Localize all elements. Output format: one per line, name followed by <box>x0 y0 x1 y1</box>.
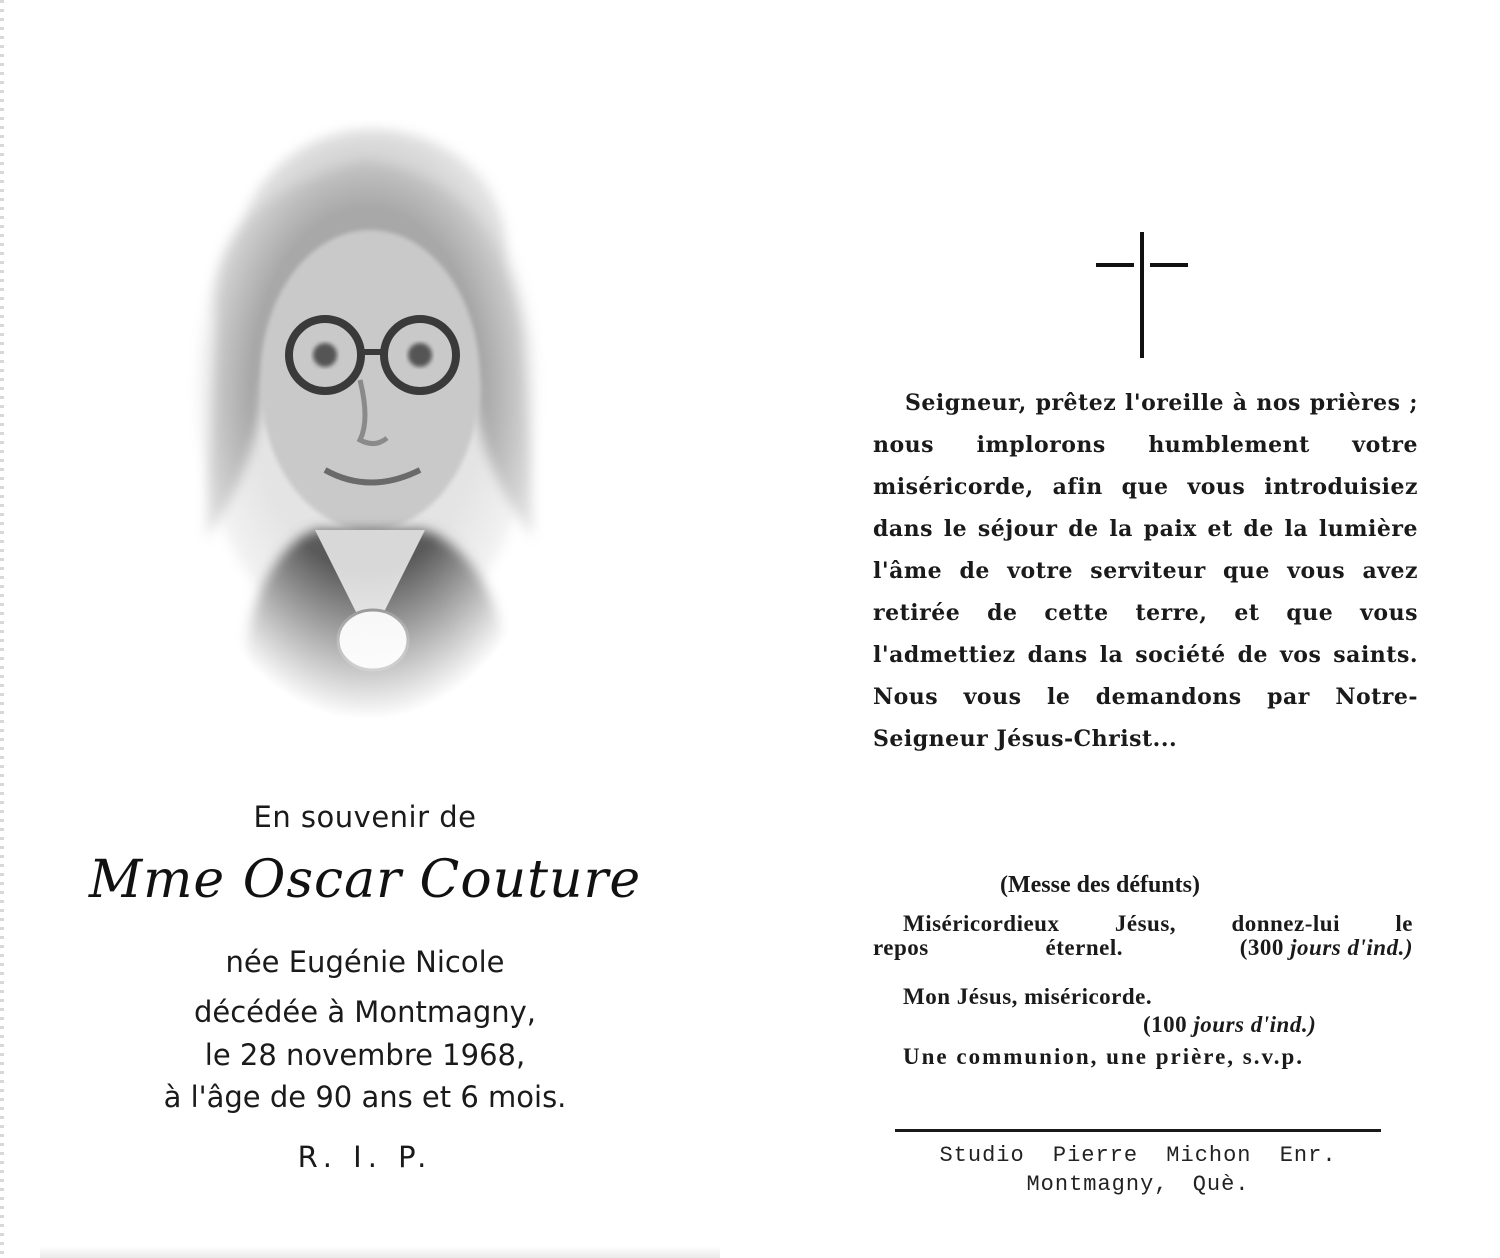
invocation-word: éternel. <box>1045 935 1123 960</box>
deceased-name: Mme Oscar Couture <box>88 850 642 910</box>
death-date: le 28 novembre 1968, <box>204 1038 526 1072</box>
divider-line <box>895 1129 1381 1132</box>
invocation-word: donnez-lui <box>1231 911 1340 936</box>
memorial-card-front <box>0 0 730 1258</box>
portrait-photo <box>175 120 560 720</box>
indulgence-note <box>1240 936 1413 960</box>
maiden-name: née Eugénie Nicole <box>225 945 505 979</box>
printer-credit <box>895 1141 1381 1199</box>
rip-text: R. I. P. <box>297 1140 433 1174</box>
indulgence-days: (300 <box>1239 935 1284 960</box>
intro-text: En souvenir de <box>253 800 477 834</box>
death-place: décédée à Montmagny, <box>193 995 537 1029</box>
invocation-word: Jésus, <box>1114 911 1177 936</box>
invocation-misericordieux <box>873 912 1413 960</box>
invocation-line-1 <box>873 912 1413 936</box>
mass-heading: (Messe des défunts) <box>1000 872 1200 898</box>
indulgence-note-2 <box>1143 1012 1316 1038</box>
invocation-word: Miséricordieux <box>903 911 1060 936</box>
age-at-death: à l'âge de 90 ans et 6 mois. <box>163 1080 567 1114</box>
indulgence-label: jours d'ind.) <box>1290 935 1413 960</box>
prayer-text: Seigneur, prêtez l'oreille à nos prières ; nous implorons humblement votre miséricorde, afin que vous introduisiez dans le séjour de la paix et de la lumière l'âme de votre serviteur que vous avez retirée de cette terre, et que vous l'admettiez dans la société de vos saints. Nous vous le demandons par Notre-Seigneur Jésus-Christ... <box>873 390 1418 752</box>
communion-request: Une communion, une prière, s.v.p. <box>903 1044 1305 1069</box>
indulgence-days: (100 <box>1143 1012 1188 1037</box>
invocation-word: repos <box>873 935 929 960</box>
bottom-smudge <box>40 1246 720 1258</box>
invocation-word: le <box>1395 911 1413 936</box>
indulgence-label: jours d'ind.) <box>1193 1012 1317 1037</box>
invocation-line-2 <box>873 936 1413 960</box>
studio-location: Montmagny, Què. <box>1026 1172 1250 1197</box>
invocation-mon-jesus: Mon Jésus, miséricorde. <box>903 984 1153 1009</box>
studio-name: Studio Pierre Michon Enr. <box>939 1143 1337 1168</box>
cross-icon <box>1090 230 1200 360</box>
